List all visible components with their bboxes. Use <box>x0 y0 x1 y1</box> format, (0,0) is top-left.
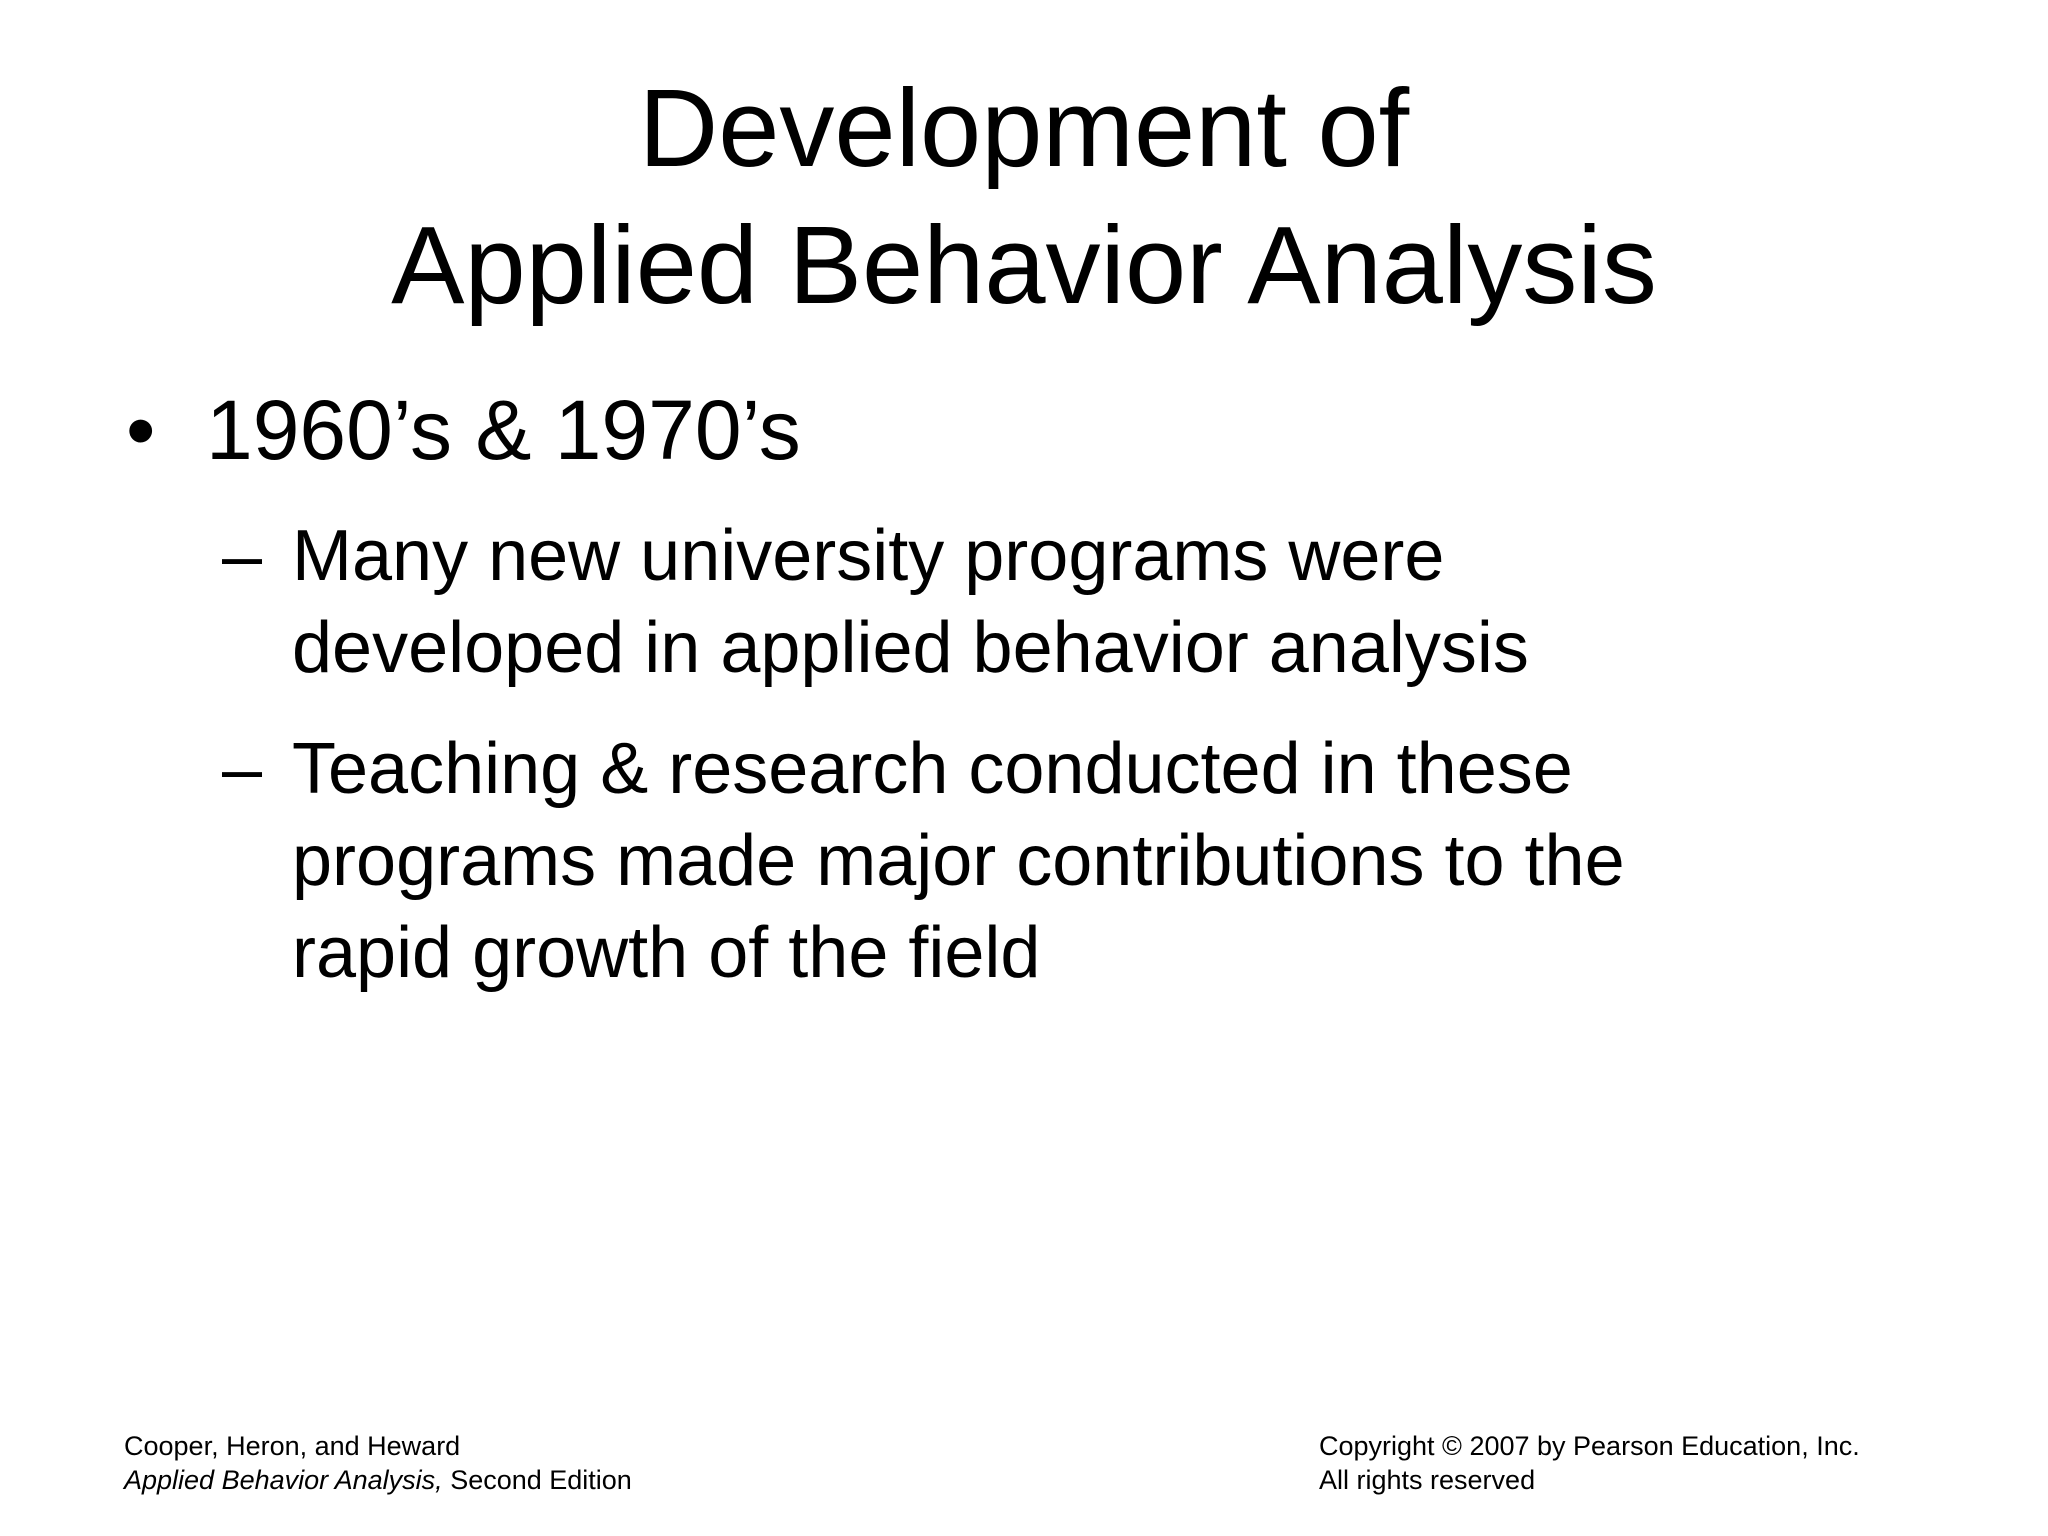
sub-item <box>222 723 1922 999</box>
bullet-item <box>126 380 801 480</box>
sub-item <box>222 510 1922 694</box>
footer-book <box>124 1463 632 1497</box>
sub-item-text: Teaching & research conducted in these programs made major contributions to the rapid growth of the field <box>292 729 1625 993</box>
title-line-2: Applied Behavior Analysis <box>391 204 1657 327</box>
footer-citation <box>124 1429 632 1497</box>
bullet-text: 1960’s & 1970’s <box>206 383 801 477</box>
rights-text: All rights reserved <box>1319 1465 1536 1495</box>
title-line-1: Development of <box>638 67 1410 190</box>
dash-icon: – <box>222 729 263 809</box>
footer-edition: Second Edition <box>442 1465 632 1495</box>
footer-book-title: Applied Behavior Analysis, <box>124 1465 443 1495</box>
bullet-icon: • <box>126 383 156 477</box>
dash-icon: – <box>222 516 263 596</box>
footer-authors: Cooper, Heron, and Heward <box>124 1431 461 1461</box>
sub-item-text: Many new university programs were developed in applied behavior analysis <box>292 516 1529 688</box>
slide-title <box>0 60 2048 334</box>
copyright-text: Copyright © 2007 by Pearson Education, Inc. <box>1319 1431 1860 1461</box>
footer-copyright <box>1319 1429 1860 1497</box>
